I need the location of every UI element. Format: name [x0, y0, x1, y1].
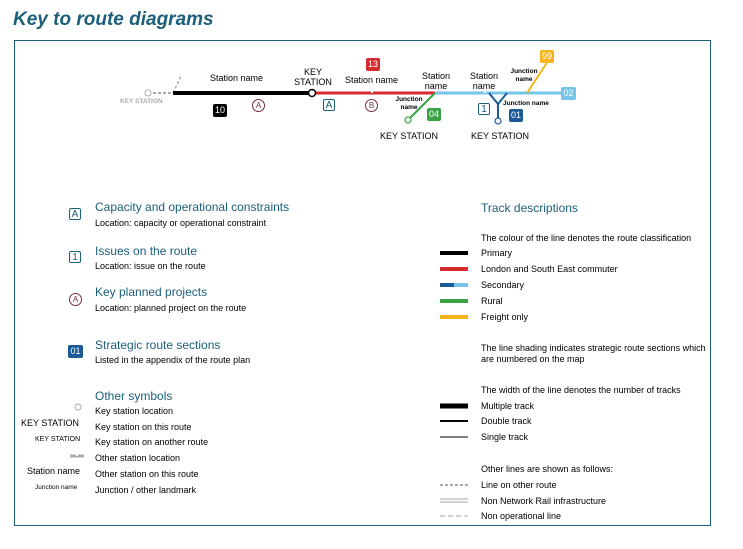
- key-station-bottom-label-1: KEY STATION: [380, 131, 439, 141]
- project-circle-a: A: [252, 99, 265, 112]
- other-lines-intro: Other lines are shown as follows:: [481, 464, 614, 474]
- sample-station-name: Station name: [27, 466, 81, 476]
- junction-name-label-1: Junction name: [395, 96, 423, 111]
- dark-branch-left: [489, 93, 498, 104]
- shading-intro: The line shading indicates strategic route sections which are numbered on the map: [481, 343, 706, 364]
- issues-heading: Issues on the route: [95, 244, 198, 258]
- capacity-icon: A: [69, 208, 81, 220]
- width-intro: The width of the line denotes the number of tracks: [481, 385, 681, 395]
- track-descriptions-heading: Track descriptions: [481, 201, 578, 215]
- other-symbol-shapes: [70, 400, 90, 470]
- section-badge-04: 04: [428, 109, 439, 119]
- key-station-dot-blue: [495, 118, 501, 124]
- other-line-item-2: Non Network Rail infrastructure: [481, 496, 607, 506]
- key-station-dot-green: [405, 117, 411, 123]
- other-line-item-1: Line on other route: [481, 480, 557, 490]
- sections-text: Listed in the appendix of the route plan: [95, 355, 251, 365]
- sample-junction-name: Junction name: [35, 484, 78, 491]
- other-item-6: Junction / other landmark: [95, 485, 197, 495]
- key-station-bottom-label-2: KEY STATION: [471, 131, 530, 141]
- other-station-dot: [145, 90, 151, 96]
- page-title: Key to route diagrams: [13, 9, 214, 30]
- other-item-2: Key station on this route: [95, 422, 192, 432]
- sections-icon: 01: [68, 345, 83, 358]
- sections-heading: Strategic route sections: [95, 338, 221, 352]
- colour-item-rural: Rural: [481, 296, 503, 306]
- sample-key-station-small: KEY STATION: [35, 436, 81, 443]
- capacity-text: Location: capacity or operational constraint: [95, 218, 267, 228]
- width-item-double: Double track: [481, 416, 532, 426]
- issues-icon: 1: [69, 251, 81, 263]
- key-station-other-label: KEY STATION: [120, 98, 163, 105]
- other-item-1: Key station location: [95, 406, 174, 416]
- colour-intro: The colour of the line denotes the route classification: [481, 233, 692, 243]
- other-item-4: Other station location: [95, 453, 181, 463]
- station-name-label-1: Station name: [210, 73, 264, 83]
- projects-text: Location: planned project on the route: [95, 303, 247, 313]
- other-line-item-3: Non operational line: [481, 511, 562, 521]
- station-name-label-4: Station name: [469, 71, 499, 91]
- section-badge-10: 10: [214, 105, 225, 115]
- section-badge-01: 01: [510, 110, 521, 120]
- key-station-location-symbol: [75, 404, 81, 410]
- junction-name-label-2: Junction name: [510, 68, 538, 83]
- colour-item-primary: Primary: [481, 248, 512, 258]
- track-line-samples: [438, 245, 472, 525]
- width-item-single: Single track: [481, 432, 529, 442]
- projects-heading: Key planned projects: [95, 285, 208, 299]
- section-badge-99: 99: [541, 51, 552, 61]
- capacity-heading: Capacity and operational constraints: [95, 200, 290, 214]
- colour-item-secondary: Secondary: [481, 280, 525, 290]
- issue-square-1: 1: [478, 103, 490, 115]
- other-route-branch: [173, 76, 181, 93]
- other-item-3: Key station on another route: [95, 437, 209, 447]
- constraint-square-a: A: [323, 99, 335, 111]
- project-circle-b: B: [365, 99, 378, 112]
- other-symbols-heading: Other symbols: [95, 389, 173, 403]
- issues-text: Location: issue on the route: [95, 261, 206, 271]
- width-item-multiple: Multiple track: [481, 401, 535, 411]
- projects-icon: A: [69, 293, 82, 306]
- sample-key-station: KEY STATION: [21, 418, 80, 428]
- key-station-top-label: KEY STATION: [294, 67, 332, 87]
- key-station-dot-top: [309, 90, 316, 97]
- other-item-5: Other station on this route: [95, 469, 199, 479]
- station-name-label-2: Station name: [345, 75, 399, 85]
- colour-item-freight: Freight only: [481, 312, 529, 322]
- colour-item-london: London and South East commuter: [481, 264, 618, 274]
- station-name-label-3: Station name: [421, 71, 451, 91]
- section-badge-02: 02: [561, 87, 576, 100]
- section-badge-13: 13: [367, 59, 378, 69]
- junction-name-label-3: Junction name: [503, 100, 549, 107]
